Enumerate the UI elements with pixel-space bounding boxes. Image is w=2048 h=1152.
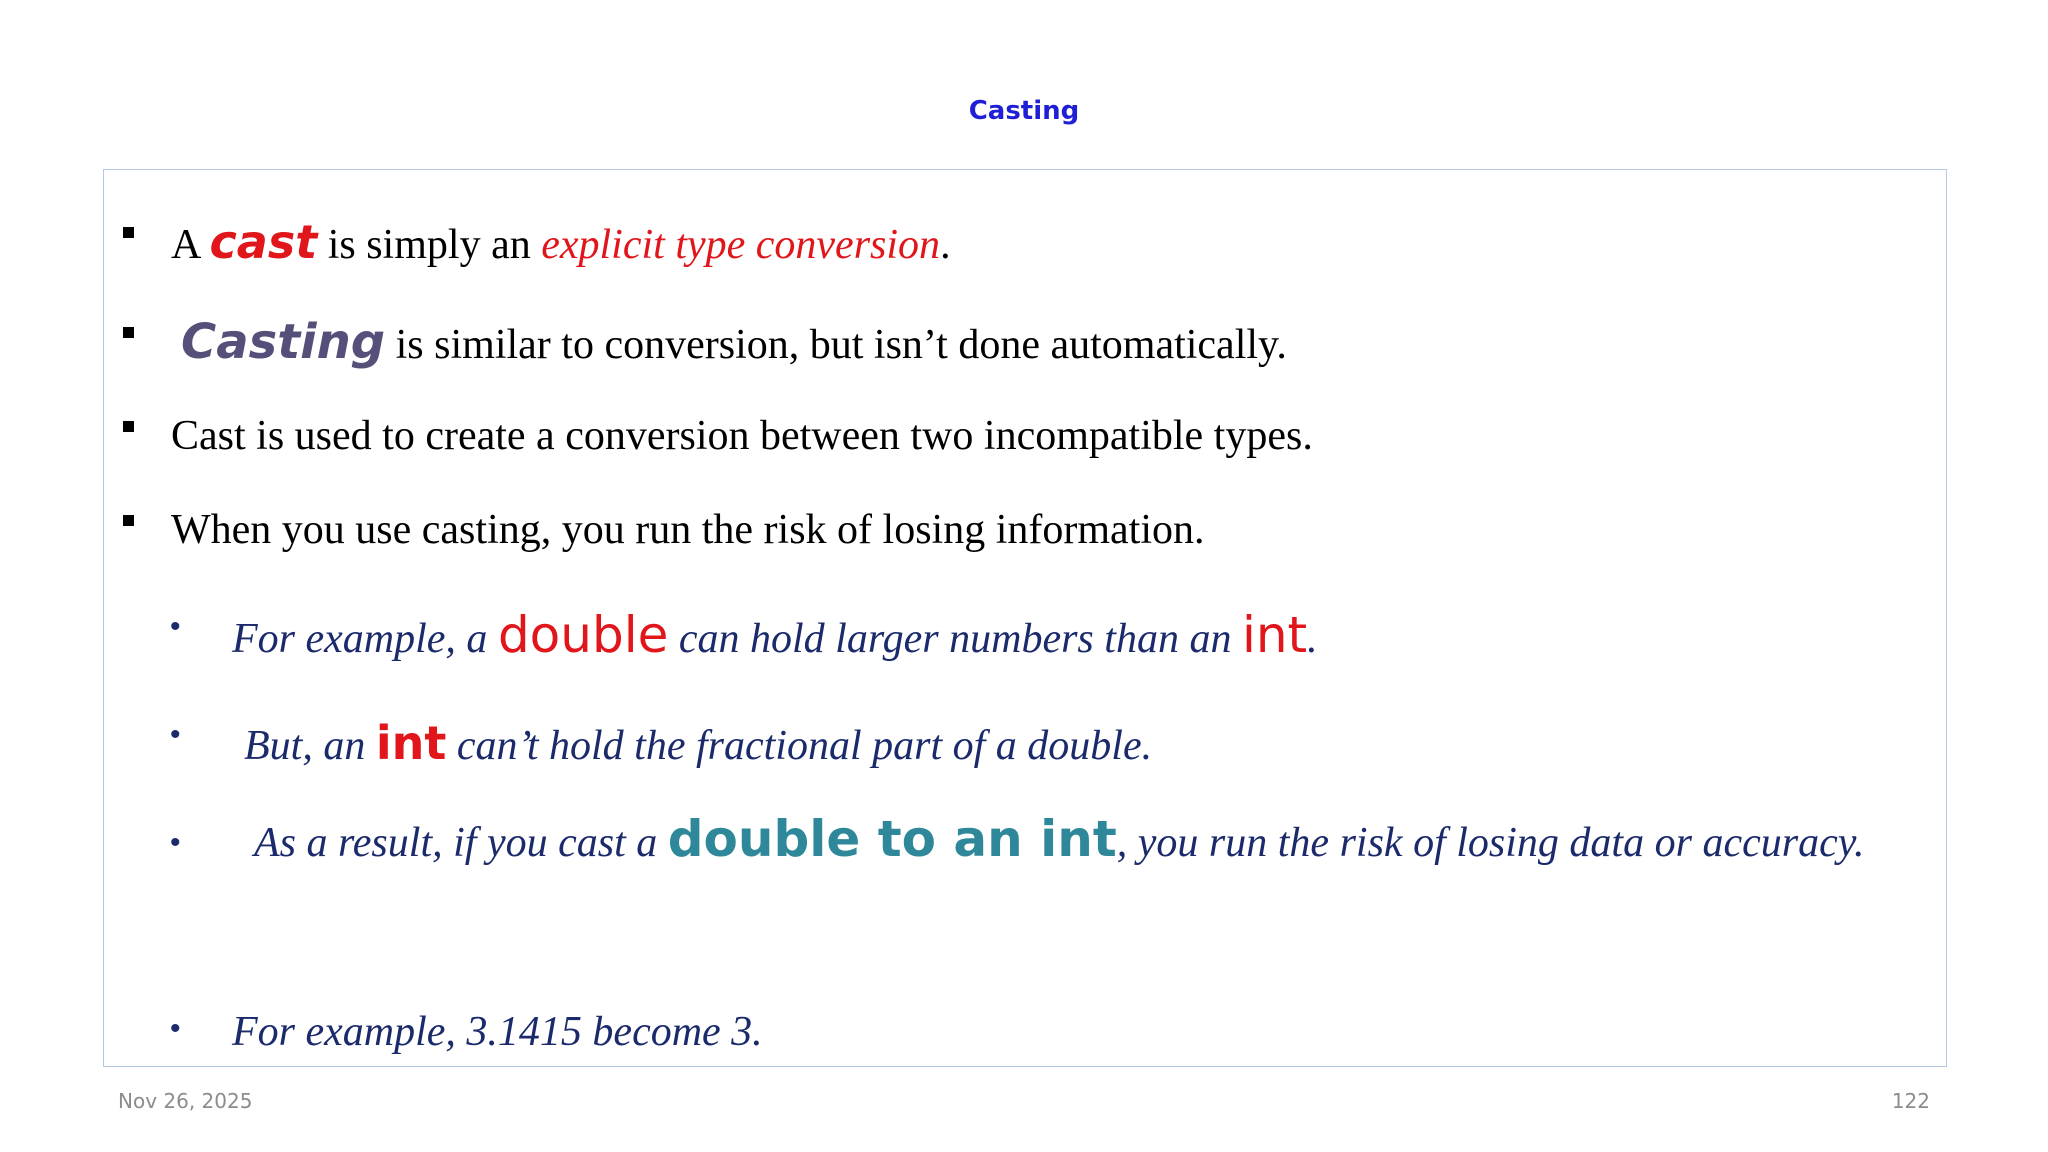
sub-bullet-text: can hold larger numbers than an — [668, 616, 1242, 662]
square-bullet-icon — [123, 515, 134, 526]
square-bullet-icon — [123, 327, 134, 338]
keyword-casting: Casting — [181, 314, 386, 370]
keyword-double: double — [497, 606, 669, 664]
bullet-item-3 — [171, 408, 1946, 473]
round-bullet-icon: • — [170, 826, 181, 859]
sub-bullet-text: . — [1307, 616, 1318, 662]
keyword-int: int — [375, 716, 447, 770]
square-bullet-icon — [123, 227, 134, 238]
content-box — [103, 169, 1947, 1067]
sub-bullet-item-1 — [232, 602, 1946, 681]
bullet-text: is similar to conversion, but isn’t done automatically. — [385, 322, 1287, 368]
emphasis-text: explicit type conversion — [541, 222, 941, 268]
bullet-text: Cast is used to create a conversion between two incompatible types. — [171, 413, 1313, 459]
bullet-item-1 — [171, 214, 1946, 282]
bullet-item-4 — [171, 502, 1946, 567]
sub-bullet-text: For example, a — [232, 616, 498, 662]
sub-bullet-item-2 — [244, 710, 1946, 788]
sub-bullet-text: But, an — [244, 723, 376, 769]
sub-bullet-text: , you run the risk of losing data or accuracy. — [1116, 820, 1865, 866]
square-bullet-icon — [123, 421, 134, 432]
round-bullet-icon: • — [170, 718, 181, 751]
slide-title: Casting — [968, 96, 1080, 126]
bullet-text: A — [171, 222, 210, 268]
keyword-int: int — [1241, 606, 1308, 664]
keyword-double-to-int: double to an int — [667, 810, 1117, 868]
sub-bullet-text: As a result, if you cast a — [254, 820, 668, 866]
round-bullet-icon: • — [170, 1012, 181, 1045]
keyword-cast: cast — [209, 215, 318, 269]
sub-bullet-text: can’t hold the fractional part of a double. — [446, 723, 1153, 769]
sub-bullet-text: For example, 3.1415 become 3. — [232, 1009, 763, 1055]
sub-bullet-item-4 — [232, 1004, 1946, 1069]
bullet-text: When you use casting, you run the risk of losing information. — [171, 507, 1205, 553]
bullet-text: is simply an — [317, 222, 542, 268]
bullet-text: . — [940, 222, 951, 268]
bullet-item-2 — [181, 312, 1946, 384]
sub-bullet-item-3 — [232, 796, 1930, 895]
footer-date: Nov 26, 2025 — [118, 1089, 253, 1113]
page-number: 122 — [1891, 1089, 1930, 1113]
round-bullet-icon: • — [170, 610, 181, 643]
